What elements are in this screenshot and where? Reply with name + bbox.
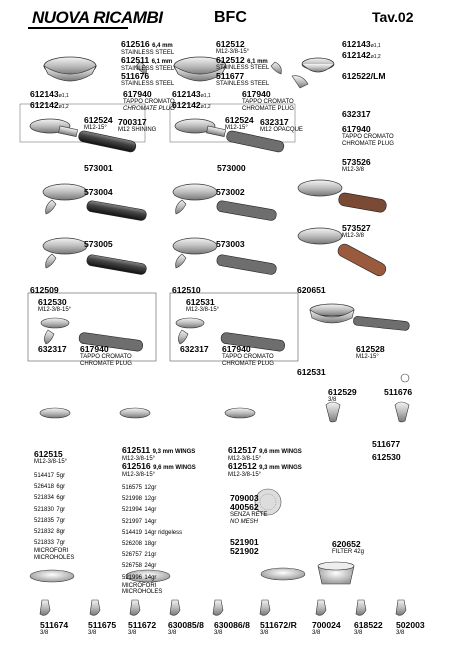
list-item: 521998 12gr bbox=[122, 496, 157, 503]
list-item: 514419 14gr ridgeless bbox=[122, 529, 183, 536]
row3-left-plug: 617940 TAPPO CROMATO CHROMATE PLUG bbox=[80, 344, 132, 367]
group-code-612509: 612509 bbox=[30, 285, 59, 295]
row4-col2-list: 516575 12gr 521998 12gr 521994 14gr 521997 14gr 514419 14gr ridgeless 526208 18gr 526757 21gr 526758 24gr 521996 14gr MICROFORI MICROHOLES bbox=[122, 482, 182, 596]
row3-right-code6: 612530 bbox=[372, 452, 401, 462]
filter-basket-612515 bbox=[40, 408, 70, 418]
filter-basket-612511 bbox=[120, 408, 150, 418]
group-code-612510: 612510 bbox=[172, 285, 201, 295]
assembly-code-573004: 573004 bbox=[84, 187, 113, 197]
list-item: 526757 21gr bbox=[122, 552, 157, 559]
row1-left-handle: 700317 M12 SHINING bbox=[118, 117, 157, 133]
row4-col3-bottom: 521901 521902 bbox=[230, 537, 259, 556]
row1-middle-handle: 632317 M12 OPACQUE bbox=[260, 117, 303, 133]
row1-left-top-labels: 612516 6,4 mm STAINLESS STEEL 612511 6,1 mm STAINLESS STEEL 511676 STAINLESS STEEL bbox=[121, 39, 175, 88]
row5-item-8: 618522 3/8 bbox=[354, 620, 383, 636]
list-item: 521835 7gr bbox=[34, 517, 66, 524]
row3-right-code5: 511677 bbox=[372, 439, 401, 449]
row5-item-5: 630086/8 3/8 bbox=[214, 620, 250, 636]
list-item: 526758 24gr bbox=[122, 563, 157, 570]
row5-item-1: 511674 3/8 bbox=[40, 620, 69, 636]
row5-item-3: 511672 3/8 bbox=[128, 620, 157, 636]
row1-middle-plug: 617940 TAPPO CROMATO CHROMATE PLUG bbox=[242, 89, 294, 112]
filter-basket-612517 bbox=[225, 408, 255, 418]
assembly-code-573000: 573000 bbox=[217, 163, 246, 173]
portafilter-573526 bbox=[298, 180, 387, 213]
row1-middle-top-labels: 612512 M12-3/8-15° 612512 6,1 mm STAINLESS STEEL 511677 STAINLESS STEEL bbox=[216, 39, 270, 87]
row3-middle-handle: 632317 bbox=[180, 344, 209, 354]
filter-dish-1 bbox=[30, 570, 74, 582]
list-item: 526208 18gr bbox=[122, 541, 157, 548]
assembly-code-573001: 573001 bbox=[84, 163, 113, 173]
row4-col4: 620652 FILTER 42g bbox=[332, 539, 364, 555]
row4-col3-screen: 709003 400562 SENZA RETE NO MESH bbox=[230, 493, 268, 525]
list-item: 521832 8gr bbox=[34, 529, 66, 536]
row5-item-4: 630085/8 3/8 bbox=[168, 620, 204, 636]
list-item: 521830 7gr bbox=[34, 506, 66, 513]
list-item: 521834 6gr bbox=[34, 495, 66, 502]
assembly-620651 bbox=[310, 304, 410, 331]
row5-item-7: 700024 3/8 bbox=[312, 620, 341, 636]
row1-middle-spout: 612524 M12-15° bbox=[225, 115, 254, 131]
row5-item-2: 511675 3/8 bbox=[88, 620, 117, 636]
row4-col2-head: 612511 9,3 mm WINGS M12-3/8-15° 612516 9,6 mm WINGS M12-3/8-15° bbox=[122, 445, 196, 478]
row5-item-6: 511672/R 3/8 bbox=[260, 620, 297, 636]
row1-right-plug: 632317 617940 TAPPO CROMATO CHROMATE PLUG bbox=[342, 109, 394, 147]
list-item: 521996 14gr bbox=[122, 574, 157, 581]
spout-part-612522 bbox=[292, 58, 334, 88]
row4-col3-head: 612517 9,6 mm WINGS M12-3/8-15° 612512 9,3 mm WINGS M12-3/8-15° bbox=[228, 445, 302, 478]
row3-right-code3: 612529 3/8 bbox=[328, 387, 357, 403]
row1-middle-mid-labels: 612143ø1,1 612142ø1,2 bbox=[172, 89, 211, 110]
assembly-code-573005: 573005 bbox=[84, 239, 113, 249]
row4-col1-head: 612515 M12-3/8-15° bbox=[34, 449, 68, 465]
row1-left-mid-labels: 612143ø1,1 612142ø1,2 bbox=[30, 89, 69, 110]
row3-middle-plug: 617940 TAPPO CROMATO CHROMATE PLUG bbox=[222, 344, 274, 367]
row5-item-9: 502003 3/8 bbox=[396, 620, 425, 636]
group-code-620651: 620651 bbox=[297, 285, 326, 295]
assembly-code-573527: 573527 M12-3/8 bbox=[342, 223, 371, 239]
filter-dish-3 bbox=[261, 568, 305, 580]
assembly-code-573002: 573002 bbox=[216, 187, 245, 197]
row3-left-code: 612530 M12-3/8-15° bbox=[38, 297, 72, 313]
list-item: 516575 12gr bbox=[122, 485, 157, 491]
row3-right-code4: 511676 bbox=[384, 387, 413, 397]
brand-logo: NUOVA RICAMBI bbox=[32, 8, 163, 27]
list-item: 526418 6gr bbox=[34, 484, 66, 491]
row3-right-code2: 612531 bbox=[297, 367, 326, 377]
row1-left-spout: 612524 M12-15° bbox=[84, 115, 113, 131]
row3-middle-code: 612531 M12-3/8-15° bbox=[186, 297, 220, 313]
row1-right-codes: 612143ø1,1 612142ø1,2 612522/LM bbox=[342, 39, 386, 81]
row3-right-code1: 612528 M12-15° bbox=[356, 344, 385, 360]
list-item: 521833 7gr bbox=[34, 540, 66, 547]
assembly-code-573526: 573526 M12-3/8 bbox=[342, 157, 371, 173]
list-item: 521997 14gr bbox=[122, 518, 157, 525]
list-item: 514417 5gr bbox=[34, 473, 66, 479]
row3-left-handle: 632317 bbox=[38, 344, 67, 354]
spout-row bbox=[40, 600, 406, 615]
row1-left-plug: 617940 TAPPO CROMATO CHROMATE PLUG bbox=[123, 89, 175, 112]
assembly-code-573003: 573003 bbox=[216, 239, 245, 249]
row4-col1-list: 514417 5gr 526418 6gr 521834 6gr 521830 7gr 521835 7gr 521832 8gr 521833 7gr MICROFORI MICROHOLES bbox=[34, 470, 74, 562]
list-item: 521994 14gr bbox=[122, 507, 157, 514]
table-number: Tav.02 bbox=[372, 9, 414, 25]
series-title: BFC bbox=[214, 9, 247, 26]
filter-cup-620652 bbox=[318, 562, 354, 584]
